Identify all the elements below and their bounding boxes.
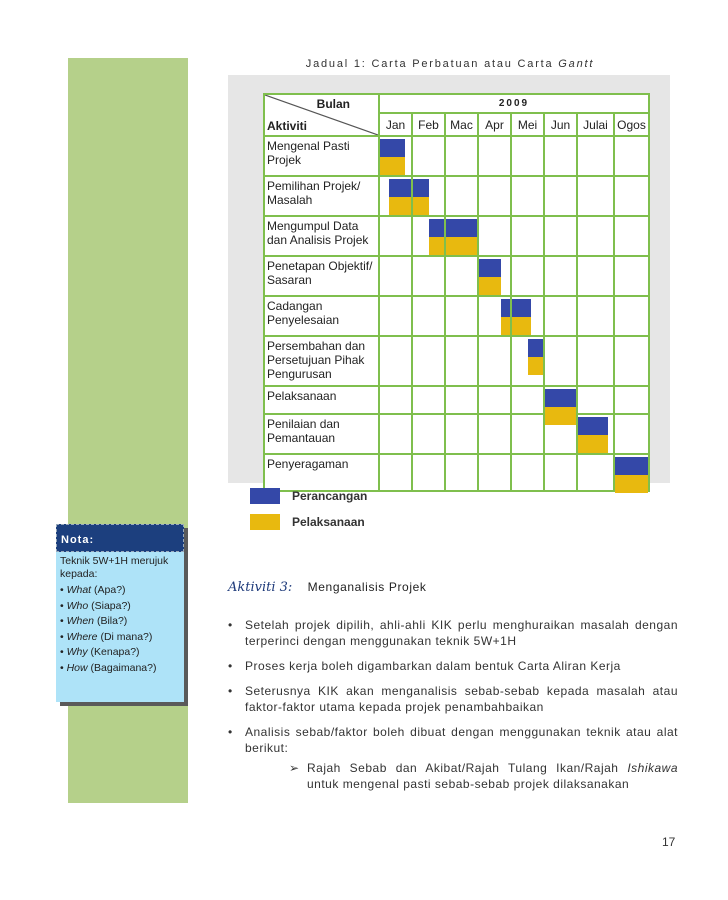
- gantt-cell: [544, 296, 577, 336]
- gantt-bar-segment: [528, 339, 544, 375]
- nota-item-ms: (Kenapa?): [90, 646, 140, 658]
- pelaksanaan-fill: [389, 197, 411, 215]
- pelaksanaan-fill: [380, 157, 405, 175]
- nota-item-en: Where: [66, 630, 98, 643]
- perancangan-fill: [389, 179, 411, 197]
- legend-item-perancangan: [250, 488, 450, 508]
- table-title: [230, 58, 670, 70]
- nota-item-ms: (Siapa?): [91, 599, 131, 612]
- pelaksanaan-fill: [615, 475, 648, 493]
- bullet-text: Setelah projek dipilih, ahli-ahli KIK perlu menghuraikan masalah dengan terperinci dengan menggunakan teknik 5W+1H: [245, 618, 678, 648]
- nota-item-ms: (Di mana?): [100, 630, 153, 643]
- gantt-cell: [577, 336, 614, 386]
- month-header: Mac: [445, 113, 478, 136]
- gantt-cell: [577, 386, 614, 414]
- page-number: 17: [662, 835, 676, 849]
- nota-item: • What (Apa?): [60, 584, 126, 596]
- corner-bulan-label: Bulan: [316, 97, 350, 111]
- sub-bullet-item: [289, 760, 678, 792]
- nota-item-ms: (Bagaimana?): [90, 661, 157, 674]
- gantt-cell: [478, 296, 511, 336]
- nota-body: [56, 552, 184, 679]
- gantt-bar-segment: [512, 299, 531, 335]
- activity-label: Pemilihan Projek/ Masalah: [264, 176, 379, 216]
- gantt-cell: [412, 256, 445, 296]
- gantt-cell: [445, 336, 478, 386]
- gantt-bar-segment: [479, 259, 501, 295]
- perancangan-fill: [413, 179, 429, 197]
- activity-label: Penyeragaman: [264, 454, 379, 491]
- bullet-item: • Setelah projek dipilih, ahli-ahli KIK perlu menghuraikan masalah dengan terperinci dengan menggunakan teknik 5W+1H: [228, 618, 678, 648]
- gantt-cell: [544, 176, 577, 216]
- activity-label: Penilaian dan Pemantauan: [264, 414, 379, 454]
- gantt-row: [264, 386, 649, 414]
- gantt-cell: [577, 454, 614, 491]
- activity-label: Persembahan dan Persetujuan Pihak Pengurusan: [264, 336, 379, 386]
- nota-item-en: When: [66, 615, 95, 627]
- gantt-cell: [511, 216, 544, 256]
- nota-item-en: How: [66, 661, 88, 674]
- gantt-cell: [412, 216, 445, 256]
- month-header: Julai: [577, 113, 614, 136]
- bullet-list: [228, 617, 678, 801]
- perancangan-fill: [578, 417, 608, 435]
- gantt-corner-header: [264, 94, 379, 136]
- nota-item: • Who (Siapa?): [60, 599, 131, 612]
- perancangan-fill: [528, 339, 544, 357]
- gantt-cell: [544, 136, 577, 176]
- pelaksanaan-fill: [446, 237, 477, 255]
- bullet-text: Analisis sebab/faktor boleh dibuat dengan menggunakan teknik atau alat berikut:: [245, 725, 678, 755]
- nota-item-en: Who: [66, 599, 89, 612]
- gantt-cell: [478, 256, 511, 296]
- gantt-cell: [478, 136, 511, 176]
- gantt-cell: [511, 296, 544, 336]
- gantt-bar-segment: [615, 457, 648, 493]
- activity-label: Pelaksanaan: [264, 386, 379, 414]
- gantt-bar-segment: [389, 179, 411, 215]
- gantt-cell: [614, 296, 649, 336]
- gantt-row: [264, 216, 649, 256]
- activity-label: Cadangan Penyelesaian: [264, 296, 379, 336]
- gantt-cell: [577, 136, 614, 176]
- gantt-cell: [544, 256, 577, 296]
- gantt-bar-segment: [380, 139, 405, 175]
- gantt-cell: [379, 336, 412, 386]
- nota-item: • When (Bila?): [60, 615, 128, 627]
- gantt-cell: [577, 176, 614, 216]
- perancangan-fill: [479, 259, 501, 277]
- sub-bullet-italic: Ishikawa: [627, 761, 678, 775]
- gantt-cell: [445, 414, 478, 454]
- month-header: Mei: [511, 113, 544, 136]
- legend-item-pelaksanaan: [250, 514, 450, 534]
- nota-item: • Why (Kenapa?): [60, 646, 140, 658]
- nota-item: • Where (Di mana?): [60, 630, 153, 643]
- gantt-cell: [544, 454, 577, 491]
- gantt-cell: [412, 414, 445, 454]
- legend-swatch-perancangan: [250, 488, 280, 504]
- title-text: Jadual 1: Carta Perbatuan atau Carta: [305, 58, 559, 70]
- nota-list: [60, 583, 180, 676]
- nota-intro: Teknik 5W+1H merujuk kepada:: [60, 555, 169, 580]
- nota-item: • How (Bagaimana?): [60, 661, 157, 674]
- activity-label: Mengumpul Data dan Analisis Projek: [264, 216, 379, 256]
- gantt-cell: [412, 296, 445, 336]
- gantt-bar-segment: [578, 417, 608, 453]
- perancangan-fill: [380, 139, 405, 157]
- gantt-cell: [412, 386, 445, 414]
- bullet-item: • Analisis sebab/faktor boleh dibuat dengan menggunakan teknik atau alat berikut: ➢ Rajah Sebab dan Akibat/Rajah Tulang Ikan/Rajah Ishikawa untuk mengenal pasti sebab-sebab projek dilaksanakan: [228, 725, 678, 791]
- pelaksanaan-fill: [479, 277, 501, 295]
- gantt-cell: [511, 136, 544, 176]
- legend-label-pelaksanaan: Pelaksanaan: [292, 515, 365, 529]
- sub-bullet-text-a: Rajah Sebab dan Akibat/Rajah Tulang Ikan/Rajah: [307, 761, 628, 775]
- gantt-cell: [445, 176, 478, 216]
- gantt-cell: [379, 136, 412, 176]
- gantt-cell: [577, 296, 614, 336]
- gantt-cell: [379, 216, 412, 256]
- gantt-cell: [379, 414, 412, 454]
- gantt-cell: [614, 414, 649, 454]
- aktiviti-heading: [228, 580, 426, 595]
- perancangan-fill: [545, 389, 576, 407]
- gantt-cell: [577, 216, 614, 256]
- nota-heading: Nota:: [56, 524, 184, 552]
- gantt-cell: [511, 414, 544, 454]
- perancangan-fill: [429, 219, 445, 237]
- nota-item-ms: (Apa?): [94, 584, 126, 596]
- pelaksanaan-fill: [501, 317, 510, 335]
- gantt-cell: [544, 216, 577, 256]
- gantt-cell: [412, 176, 445, 216]
- gantt-cell: [379, 386, 412, 414]
- gantt-cell: [511, 454, 544, 491]
- gantt-cell: [511, 386, 544, 414]
- nota-item-ms: (Bila?): [96, 615, 128, 627]
- activity-label: Mengenal Pasti Projek: [264, 136, 379, 176]
- gantt-cell: [544, 336, 577, 386]
- gantt-row: [264, 256, 649, 296]
- gantt-cell: [614, 386, 649, 414]
- gantt-cell: [614, 176, 649, 216]
- gantt-cell: [445, 216, 478, 256]
- gantt-cell: [445, 386, 478, 414]
- title-italic: Gantt: [558, 58, 595, 70]
- legend-swatch-pelaksanaan: [250, 514, 280, 530]
- gantt-cell: [478, 414, 511, 454]
- perancangan-fill: [446, 219, 477, 237]
- nota-item-en: What: [66, 584, 92, 596]
- gantt-row: [264, 414, 649, 454]
- gantt-row: [264, 454, 649, 491]
- gantt-cell: [379, 176, 412, 216]
- pelaksanaan-fill: [528, 357, 544, 375]
- gantt-cell: [511, 256, 544, 296]
- month-header: Jun: [544, 113, 577, 136]
- gantt-row: [264, 136, 649, 176]
- gantt-cell: [577, 256, 614, 296]
- gantt-cell: [445, 454, 478, 491]
- gantt-cell: [544, 386, 577, 414]
- gantt-bar-segment: [446, 219, 477, 255]
- gantt-cell: [478, 176, 511, 216]
- arrow-bullet-icon: ➢: [289, 761, 300, 775]
- gantt-cell: [379, 454, 412, 491]
- bullet-item: • Seterusnya KIK akan menganalisis sebab-sebab kepada masalah atau faktor-faktor utama kepada projek penambahbaikan: [228, 684, 678, 714]
- gantt-bar-segment: [413, 179, 429, 215]
- corner-aktiviti-label: Aktiviti: [267, 119, 308, 133]
- pelaksanaan-fill: [578, 435, 608, 453]
- year-header: 2009: [379, 94, 649, 113]
- gantt-cell: [511, 336, 544, 386]
- perancangan-fill: [501, 299, 510, 317]
- gantt-cell: [544, 414, 577, 454]
- activity-label: Penetapan Objektif/ Sasaran: [264, 256, 379, 296]
- gantt-cell: [412, 136, 445, 176]
- month-header: Feb: [412, 113, 445, 136]
- gantt-cell: [379, 256, 412, 296]
- gantt-cell: [478, 216, 511, 256]
- gantt-cell: [445, 296, 478, 336]
- gantt-cell: [412, 454, 445, 491]
- gantt-row: [264, 296, 649, 336]
- perancangan-fill: [512, 299, 531, 317]
- nota-item-en: Why: [66, 646, 88, 658]
- gantt-row: [264, 336, 649, 386]
- aktiviti-title: Menganalisis Projek: [307, 580, 427, 594]
- nota-box: [56, 524, 184, 702]
- gantt-cell: [577, 414, 614, 454]
- gantt-cell: [511, 176, 544, 216]
- gantt-cell: [614, 256, 649, 296]
- pelaksanaan-fill: [413, 197, 429, 215]
- month-header: Apr: [478, 113, 511, 136]
- gantt-cell: [614, 216, 649, 256]
- gantt-cell: [478, 336, 511, 386]
- bullet-text: Seterusnya KIK akan menganalisis sebab-sebab kepada masalah atau faktor-faktor utama kepada projek penambahbaikan: [245, 684, 678, 714]
- gantt-cell: [445, 256, 478, 296]
- pelaksanaan-fill: [512, 317, 531, 335]
- legend-label-perancangan: Perancangan: [292, 489, 368, 503]
- sub-bullet-text-b: untuk mengenal pasti sebab-sebab projek dilaksanakan: [307, 777, 630, 791]
- gantt-cell: [478, 386, 511, 414]
- gantt-cell: [614, 336, 649, 386]
- gantt-cell: [379, 296, 412, 336]
- aktiviti-label: Aktiviti 3:: [228, 580, 293, 595]
- gantt-bar-segment: [429, 219, 445, 255]
- gantt-cell: [445, 136, 478, 176]
- gantt-cell: [614, 454, 649, 491]
- month-header: Jan: [379, 113, 412, 136]
- bullet-text: Proses kerja boleh digambarkan dalam bentuk Carta Aliran Kerja: [245, 659, 621, 673]
- gantt-chart: [263, 93, 650, 492]
- perancangan-fill: [615, 457, 648, 475]
- gantt-row: [264, 176, 649, 216]
- gantt-cell: [614, 136, 649, 176]
- pelaksanaan-fill: [429, 237, 445, 255]
- bullet-item: • Proses kerja boleh digambarkan dalam bentuk Carta Aliran Kerja: [228, 659, 621, 673]
- gantt-cell: [478, 454, 511, 491]
- gantt-bar-segment: [501, 299, 510, 335]
- gantt-cell: [412, 336, 445, 386]
- month-header: Ogos: [614, 113, 649, 136]
